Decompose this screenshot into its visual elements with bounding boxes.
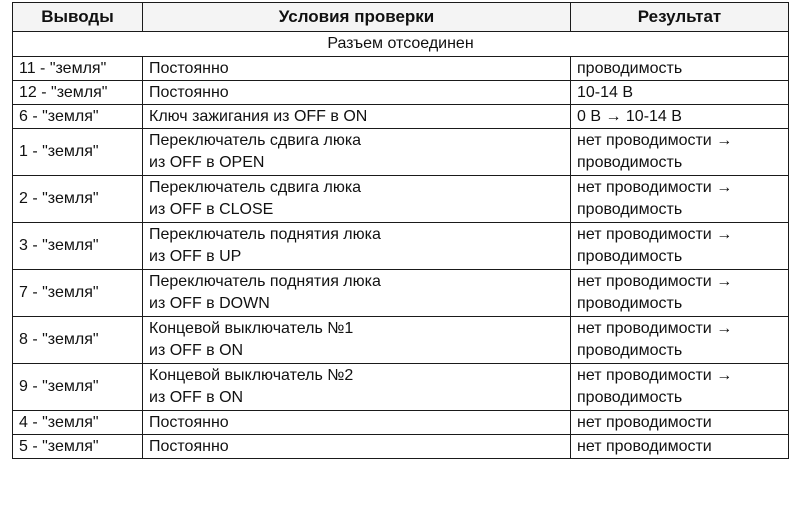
condition-line: Постоянно [149, 413, 229, 431]
result-line: проводимость [577, 154, 683, 171]
condition-line: Переключатель сдвига люка [149, 132, 362, 149]
result-line: нет проводимости → [577, 179, 733, 196]
result-line: проводимость [577, 295, 683, 312]
result-cell [571, 129, 789, 176]
pins-cell: 2 - "земля" [13, 176, 143, 223]
result-cell [571, 176, 789, 223]
result-line: 0 В → 10-14 В [577, 107, 682, 125]
condition-line: из OFF в OPEN [149, 154, 265, 171]
result-cell [571, 435, 789, 459]
result-cell [571, 317, 789, 364]
condition-cell [143, 317, 571, 364]
pins-cell: 9 - "земля" [13, 364, 143, 411]
pins-cell: 1 - "земля" [13, 129, 143, 176]
condition-line: Постоянно [149, 59, 229, 77]
condition-line: Переключатель поднятия люка [149, 273, 381, 290]
condition-cell [143, 176, 571, 223]
result-line: проводимость [577, 248, 683, 265]
condition-cell [143, 270, 571, 317]
section-label: Разъем отсоединен [13, 32, 789, 57]
condition-line: Постоянно [149, 437, 229, 455]
pins-cell: 12 - "земля" [13, 81, 143, 105]
result-line: проводимость [577, 59, 683, 77]
condition-line: Переключатель поднятия люка [149, 226, 381, 243]
result-cell [571, 57, 789, 81]
header-result: Результат [571, 3, 789, 32]
result-cell [571, 364, 789, 411]
pins-cell: 6 - "земля" [13, 105, 143, 129]
result-line: нет проводимости → [577, 320, 733, 337]
table-row [13, 129, 789, 176]
result-line: нет проводимости [577, 413, 712, 431]
result-line: проводимость [577, 389, 683, 406]
table-row [13, 364, 789, 411]
header-condition: Условия проверки [143, 3, 571, 32]
result-cell [571, 270, 789, 317]
table-row [13, 176, 789, 223]
condition-line: Ключ зажигания из OFF в ON [149, 107, 368, 125]
condition-line: из OFF в CLOSE [149, 201, 274, 218]
table-header [13, 3, 789, 32]
result-line: проводимость [577, 201, 683, 218]
condition-cell [143, 435, 571, 459]
condition-line: Постоянно [149, 83, 229, 101]
condition-cell [143, 364, 571, 411]
result-line: 10-14 В [577, 83, 634, 101]
result-cell [571, 105, 789, 129]
condition-cell [143, 57, 571, 81]
condition-cell [143, 411, 571, 435]
condition-line: Концевой выключатель №1 [149, 320, 354, 337]
condition-cell [143, 129, 571, 176]
test-table [12, 2, 789, 459]
condition-line: Переключатель сдвига люка [149, 179, 362, 196]
result-cell [571, 223, 789, 270]
table-row [13, 223, 789, 270]
table-row [13, 317, 789, 364]
table-body [13, 32, 789, 459]
result-line: проводимость [577, 342, 683, 359]
result-line: нет проводимости → [577, 132, 733, 149]
result-line: нет проводимости → [577, 367, 733, 384]
condition-line: Концевой выключатель №2 [149, 367, 354, 384]
pins-cell: 3 - "земля" [13, 223, 143, 270]
table-row [13, 57, 789, 81]
condition-line: из OFF в ON [149, 389, 244, 406]
result-cell [571, 81, 789, 105]
table-row [13, 435, 789, 459]
condition-line: из OFF в ON [149, 342, 244, 359]
result-line: нет проводимости → [577, 226, 733, 243]
condition-cell [143, 105, 571, 129]
header-pins: Выводы [13, 3, 143, 32]
table-row [13, 105, 789, 129]
pins-cell: 4 - "земля" [13, 411, 143, 435]
pins-cell: 11 - "земля" [13, 57, 143, 81]
result-line: нет проводимости → [577, 273, 733, 290]
table-row [13, 81, 789, 105]
header-row [13, 3, 789, 32]
condition-cell [143, 223, 571, 270]
section-row [13, 32, 789, 57]
condition-cell [143, 81, 571, 105]
condition-line: из OFF в DOWN [149, 295, 270, 312]
result-line: нет проводимости [577, 437, 712, 455]
pins-cell: 7 - "земля" [13, 270, 143, 317]
pins-cell: 5 - "земля" [13, 435, 143, 459]
table-row [13, 270, 789, 317]
condition-line: из OFF в UP [149, 248, 242, 265]
result-cell [571, 411, 789, 435]
pins-cell: 8 - "земля" [13, 317, 143, 364]
table-row [13, 411, 789, 435]
